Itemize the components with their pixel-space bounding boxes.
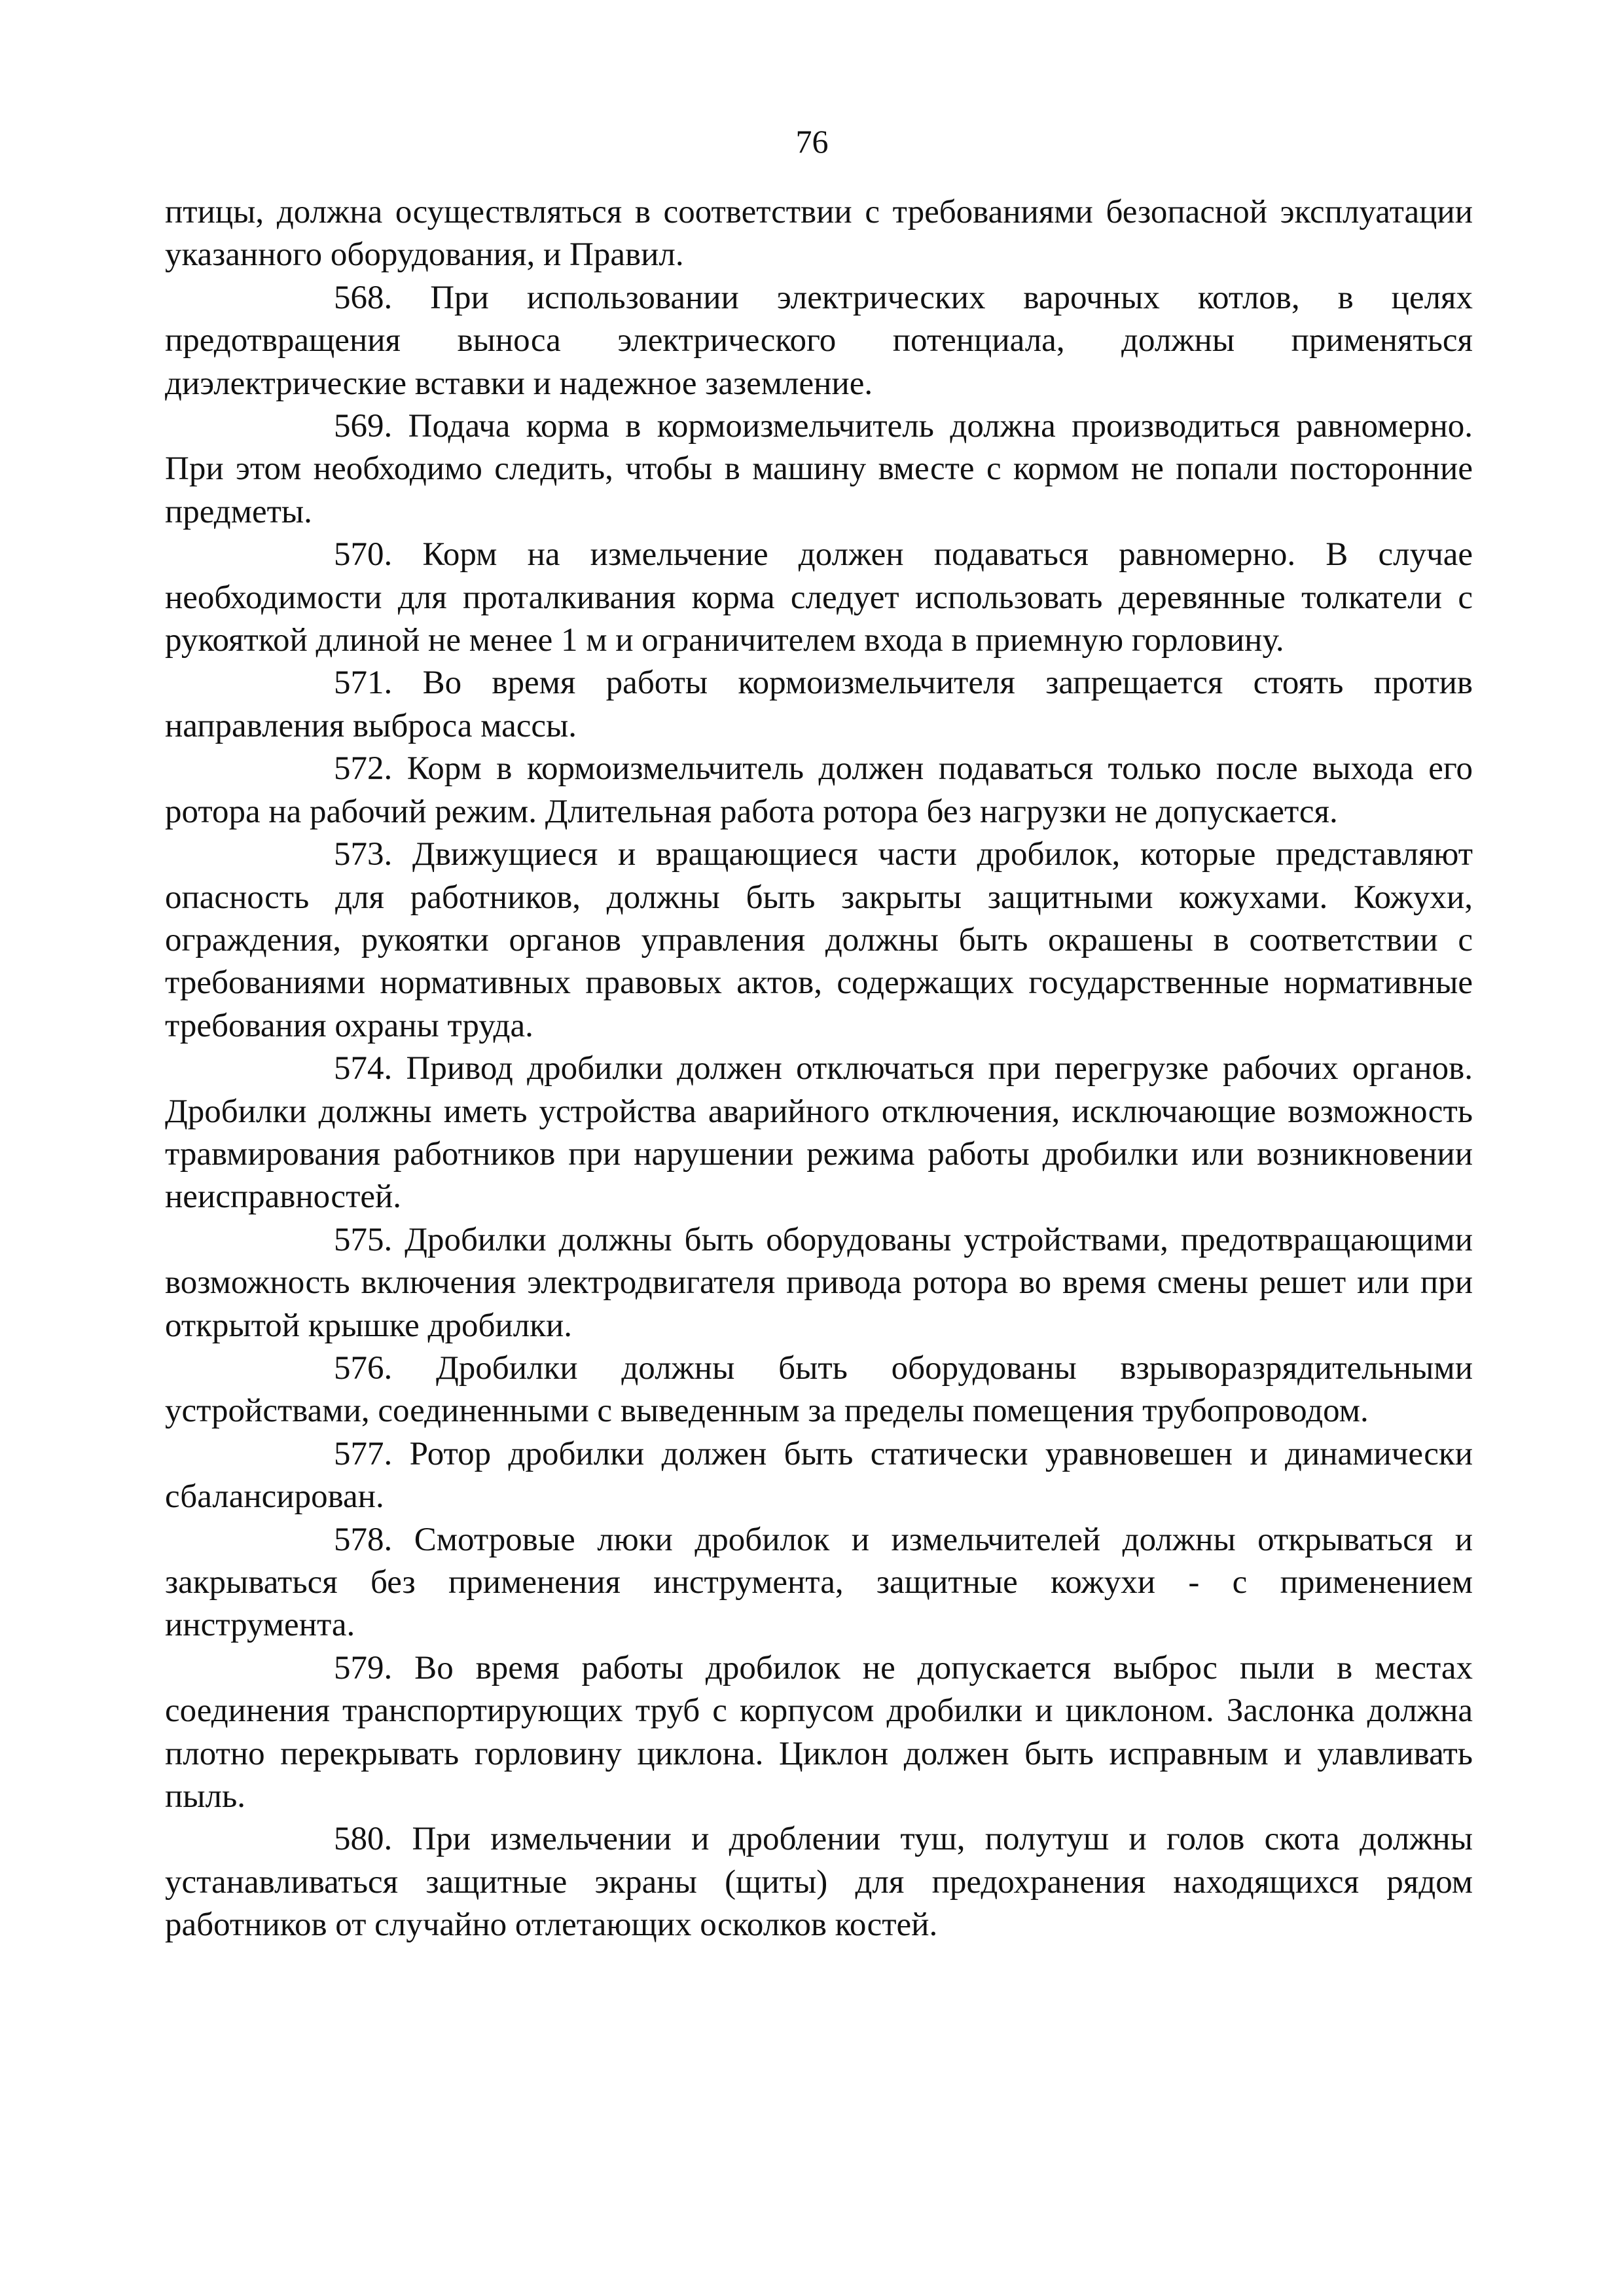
paragraph-576: 576. Дробилки должны быть оборудованы взрыворазрядительными устройствами, соединенными с выведенным за пределы помещения трубопроводом. <box>165 1349 1473 1430</box>
paragraph-572: 572. Корм в кормоизмельчитель должен подаваться только после выхода его ротора на рабочий режим. Длительная работа ротора без нагрузки не допускается. <box>165 750 1473 830</box>
paragraph-568: 568. При использовании электрических варочных котлов, в целях предотвращения выноса электрического потенциала, должны применяться диэлектрические вставки и надежное заземление. <box>165 279 1473 402</box>
paragraph-570: 570. Корм на измельчение должен подаваться равномерно. В случае необходимости для проталкивания корма следует использовать деревянные толкатели с рукояткой длиной не менее 1 м и ограничителем входа в приемную горловину. <box>165 536 1473 659</box>
paragraph-571: 571. Во время работы кормоизмельчителя запрещается стоять против направления выброса массы. <box>165 665 1473 744</box>
paragraph-574: 574. Привод дробилки должен отключаться при перегрузке рабочих органов. Дробилки должны иметь устройства аварийного отключения, исключающие возможность травмирования работников при нарушении режима работы дробилки или возникновении неисправностей. <box>165 1050 1473 1216</box>
paragraph-577: 577. Ротор дробилки должен быть статически уравновешен и динамически сбалансирован. <box>165 1435 1473 1516</box>
paragraph-575: 575. Дробилки должны быть оборудованы устройствами, предотвращающими возможность включения электродвигателя привода ротора во время смены решет или при открытой крышке дробилки. <box>165 1221 1473 1344</box>
paragraph-569: 569. Подача корма в кормоизмельчитель должна производиться равномерно. При этом необходимо следить, чтобы в машину вместе с кормом не попали посторонние предметы. <box>165 408 1473 530</box>
paragraph-578: 578. Смотровые люки дробилок и измельчителей должны открываться и закрываться без применения инструмента, защитные кожухи - с применением инструмента. <box>165 1521 1473 1644</box>
page-number: 76 <box>795 123 829 160</box>
paragraph-580: 580. При измельчении и дроблении туш, полутуш и голов скота должны устанавливаться защитные экраны (щиты) для предохранения находящихся рядом работников от случайно отлетающих осколков костей. <box>165 1821 1473 1944</box>
paragraph-573: 573. Движущиеся и вращающиеся части дробилок, которые представляют опасность для работников, должны быть закрыты защитными кожухами. Кожухи, ограждения, рукоятки органов управления должны быть окрашены в соответствии с требованиями нормативных правовых актов, содержащих государственные нормативные требования охраны труда. <box>165 836 1473 1044</box>
paragraph-579: 579. Во время работы дробилок не допускается выброс пыли в местах соединения транспортирующих труб с корпусом дробилки и циклоном. Заслонка должна плотно перекрывать горловину циклона. Циклон должен быть исправным и улавливать пыль. <box>165 1649 1473 1815</box>
body-text <box>165 191 1473 1947</box>
paragraph-continuation: птицы, должна осуществляться в соответствии с требованиями безопасной эксплуатации указанного оборудования, и Правил. <box>165 194 1473 274</box>
